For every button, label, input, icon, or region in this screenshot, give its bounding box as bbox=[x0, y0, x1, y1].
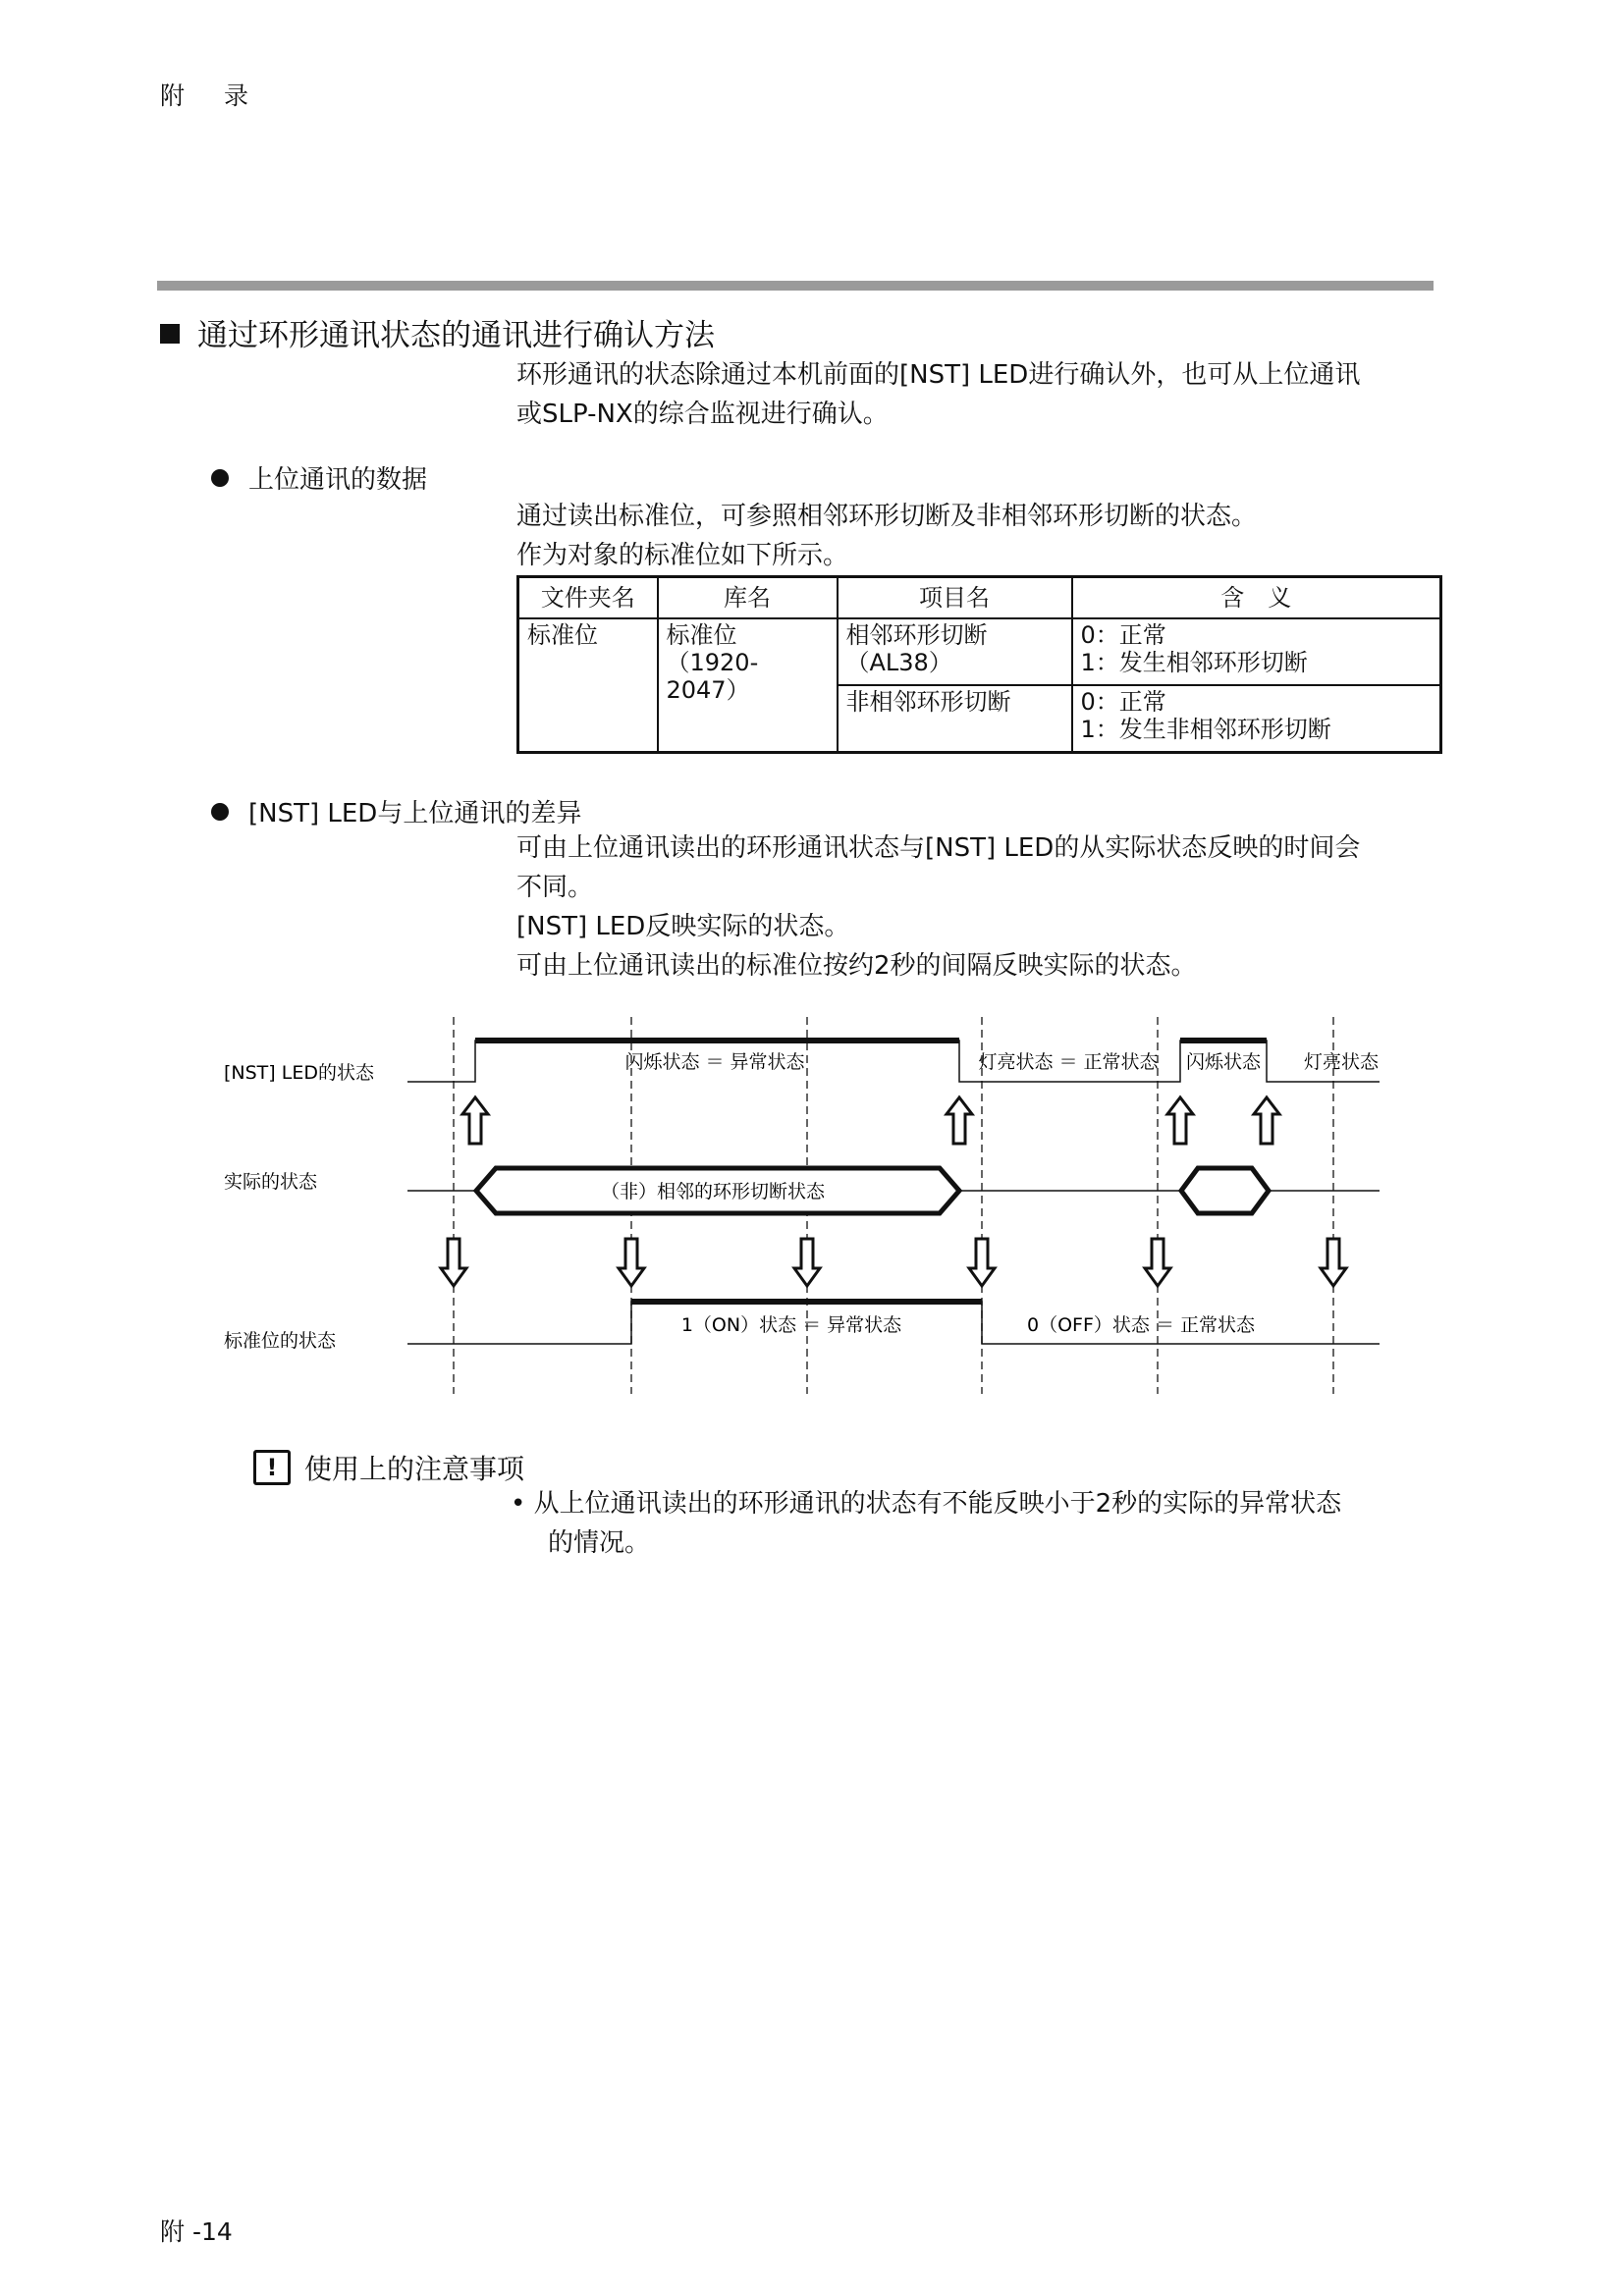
intro-line: 或SLP-NX的综合监视进行确认。 bbox=[516, 400, 889, 429]
caution-line: 的情况。 bbox=[548, 1528, 651, 1558]
square-bullet-icon bbox=[160, 324, 180, 344]
actual-row-label: 实际的状态 bbox=[224, 1171, 318, 1193]
bullet2-paragraph bbox=[516, 828, 1360, 986]
bullet-title: [NST] LED与上位通讯的差异 bbox=[248, 799, 582, 828]
table-header-cell: 项目名 bbox=[838, 577, 1072, 619]
bullet1-line: 通过读出标准位，可参照相邻环形切断及非相邻环形切断的状态。 bbox=[516, 502, 1258, 531]
table-row bbox=[518, 618, 1441, 685]
table-header-row bbox=[518, 577, 1441, 619]
down-arrow-icon bbox=[1321, 1239, 1346, 1286]
led-state-label: 灯亮状态 bbox=[1303, 1051, 1380, 1073]
table-header-cell: 含 义 bbox=[1072, 577, 1441, 619]
led-state-label: 闪烁状态 bbox=[1185, 1051, 1262, 1073]
bullet2-line: 可由上位通讯读出的环形通讯状态与[NST] LED的从实际状态反映的时间会 bbox=[516, 833, 1361, 863]
library-cell bbox=[658, 618, 838, 753]
meaning-line: 1：发生非相邻环形切断 bbox=[1080, 716, 1331, 743]
meaning-cell bbox=[1072, 685, 1441, 753]
section-title bbox=[160, 310, 715, 354]
down-arrow-icon bbox=[619, 1239, 644, 1286]
bullet-heading bbox=[211, 459, 427, 496]
folder-cell: 标准位 bbox=[518, 618, 658, 753]
up-arrow-icon bbox=[947, 1097, 972, 1144]
arrow-group-down bbox=[441, 1239, 1346, 1286]
up-arrow-icon bbox=[1167, 1097, 1193, 1144]
table-header-cell: 库名 bbox=[658, 577, 838, 619]
down-arrow-icon bbox=[969, 1239, 995, 1286]
item-line: 相邻环形切断 bbox=[845, 621, 988, 649]
caution-title: 使用上的注意事项 bbox=[304, 1453, 525, 1485]
led-state-label: 闪烁状态 ＝ 异常状态 bbox=[624, 1051, 805, 1073]
item-line: 非相邻环形切断 bbox=[845, 688, 1011, 716]
exclamation-icon: ! bbox=[253, 1450, 291, 1485]
caution-text bbox=[511, 1484, 1341, 1563]
section-divider bbox=[157, 281, 1434, 291]
bullet1-paragraph bbox=[516, 497, 1257, 575]
actual-state-label: （非）相邻的环形切断状态 bbox=[600, 1181, 826, 1202]
up-arrow-icon bbox=[1254, 1097, 1279, 1144]
meaning-cell bbox=[1072, 618, 1441, 685]
item-cell bbox=[838, 685, 1072, 753]
bullet2-line: [NST] LED反映实际的状态。 bbox=[516, 912, 850, 941]
led-state-label: 灯亮状态 ＝ 正常状态 bbox=[978, 1051, 1159, 1073]
item-line: （AL38） bbox=[845, 649, 952, 676]
down-arrow-icon bbox=[1145, 1239, 1170, 1286]
bullet2-line: 不同。 bbox=[516, 873, 594, 902]
actual-signal bbox=[407, 1168, 1380, 1213]
section-title-text: 通过环形通讯状态的通讯进行确认方法 bbox=[197, 318, 715, 353]
table-header-cell: 文件夹名 bbox=[518, 577, 658, 619]
down-arrow-icon bbox=[441, 1239, 466, 1286]
arrow-group-up bbox=[462, 1097, 1279, 1144]
caution-line: • 从上位通讯读出的环形通讯的状态有不能反映小于2秒的实际的异常状态 bbox=[511, 1489, 1342, 1519]
bullet-dot-icon bbox=[211, 803, 229, 821]
bullet1-line: 作为对象的标准位如下所示。 bbox=[516, 541, 849, 570]
bullet-dot-icon bbox=[211, 469, 229, 487]
meaning-line: 1：发生相邻环形切断 bbox=[1080, 649, 1308, 676]
bit-state-label: 1（ON）状态 ＝ 异常状态 bbox=[680, 1314, 902, 1336]
library-line: 标准位 bbox=[666, 621, 737, 649]
timing-diagram bbox=[0, 991, 1624, 1423]
library-line: （1920-2047） bbox=[666, 649, 759, 704]
meaning-line: 0：正常 bbox=[1080, 621, 1166, 649]
page-number: 附 -14 bbox=[160, 2217, 233, 2246]
intro-paragraph bbox=[516, 355, 1360, 434]
intro-line: 环形通讯的状态除通过本机前面的[NST] LED进行确认外，也可从上位通讯 bbox=[516, 360, 1361, 390]
up-arrow-icon bbox=[462, 1097, 488, 1144]
item-cell bbox=[838, 618, 1072, 685]
bit-state-label: 0（OFF）状态 ＝ 正常状态 bbox=[1027, 1314, 1255, 1336]
bullet-title: 上位通讯的数据 bbox=[248, 465, 428, 495]
bullet-heading bbox=[211, 793, 581, 829]
led-row-label: [NST] LED的状态 bbox=[224, 1062, 374, 1084]
bullet2-line: 可由上位通讯读出的标准位按约2秒的间隔反映实际的状态。 bbox=[516, 951, 1197, 981]
meaning-line: 0：正常 bbox=[1080, 688, 1166, 716]
header-label: 附 录 bbox=[160, 81, 264, 110]
standard-bit-table bbox=[516, 575, 1442, 754]
bit-row-label: 标准位的状态 bbox=[224, 1330, 337, 1352]
down-arrow-icon bbox=[794, 1239, 820, 1286]
